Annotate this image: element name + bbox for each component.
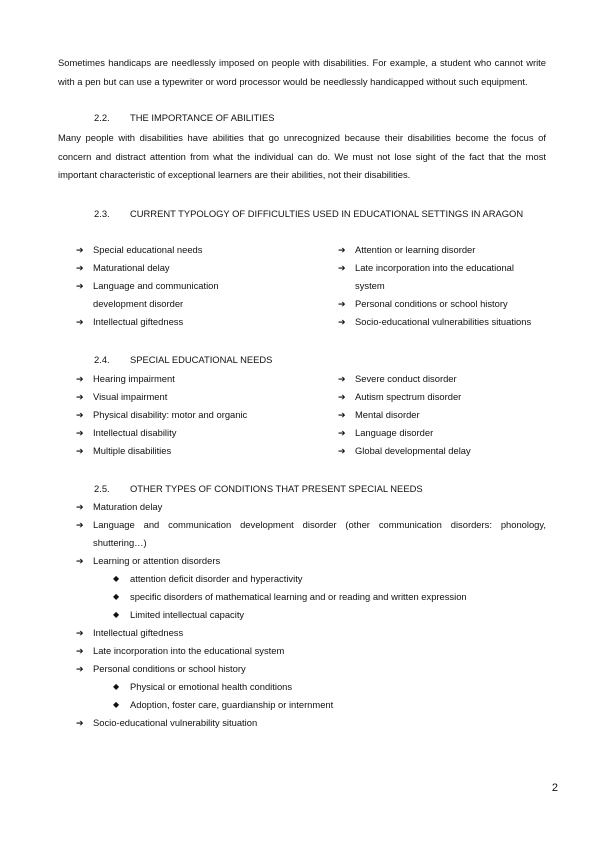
diamond-bullet-icon: ◆ (113, 682, 120, 691)
arrow-bullet-icon: ➔ (338, 299, 346, 309)
intro-paragraph: Sometimes handicaps are needlessly imposed on people with disabilities. For example, a student who cannot write with a pen but can use a typewriter or word processor would be needlessly handicapped without such equipment. (58, 57, 546, 87)
arrow-bullet-icon: ➔ (76, 664, 84, 674)
section-title: SPECIAL EDUCATIONAL NEEDS (130, 354, 273, 365)
diamond-bullet-icon: ◆ (113, 592, 120, 601)
arrow-bullet-icon: ➔ (76, 556, 84, 566)
arrow-bullet-icon: ➔ (338, 446, 346, 456)
arrow-bullet-icon: ➔ (338, 428, 346, 438)
arrow-bullet-icon: ➔ (76, 281, 84, 291)
section-title: OTHER TYPES OF CONDITIONS THAT PRESENT SPECIAL NEEDS (130, 483, 423, 494)
section-2-2-heading (94, 109, 494, 127)
arrow-bullet-icon: ➔ (76, 374, 84, 384)
arrow-bullet-icon: ➔ (76, 646, 84, 656)
arrow-bullet-icon: ➔ (76, 245, 84, 255)
arrow-bullet-icon: ➔ (338, 410, 346, 420)
section-title: THE IMPORTANCE OF ABILITIES (130, 112, 275, 123)
section-2-5-heading (94, 480, 514, 498)
arrow-bullet-icon: ➔ (76, 628, 84, 638)
arrow-bullet-icon: ➔ (76, 520, 84, 530)
section-number: 2.3. (94, 208, 110, 219)
document-page: Sometimes handicaps are needlessly imposed on people with disabilities. For example, a student who cannot write with a pen but can use a typewriter or word processor would be needlessly handicapped without such equipment. 2.2. THE IMPORTANCE OF ABILITIES Many people with disabilities have abilities that go unrecognized because their disabilities become the focus of concern and distract attention from what the individual can do. We must not lose sight of the fact that the most important characteristic of exceptional learners are their abilities, not their disabilities. 2.3. CURRENT TYPOLOGY OF DIFFICULTIES USED IN EDUCATIONAL SETTINGS IN ARAGON ➔ Special educational needs ➔ Maturational delay ➔ Language and communication development disorder ➔ Intellectual giftedness ➔ Attention or learning disorder ➔ Late incorporation into the educational system ➔ Personal conditions or school history ➔ Socio-educational vulnerabilities situations 2.4. SPECIAL EDUCATIONAL NEEDS ➔ Hearing impairment ➔ Visual impairment ➔ Physical disability: motor and organic ➔ Intellectual disability ➔ Multiple disabilities ➔ Severe conduct disorder ➔ Autism spectrum disorder ➔ Mental disorder ➔ Language disorder ➔ Global developmental delay 2.5. OTHER TYPES OF CONDITIONS THAT PRESENT SPECIAL NEEDS ➔ Maturation delay ➔ Language and communication development disorder (other communication disorders: phonology, shuttering…) ➔ Learning or attention disorders ◆ attention deficit disorder and hyperactivity ◆ specific disorders of mathematical learning and or reading and written expression ◆ Limited intellectual capacity ➔ Intellectual giftedness ➔ Late incorporation into the educational system ➔ Personal conditions or school history ◆ Physical or emotional health conditions ◆ Adoption, foster care, guardianship or internment ➔ Socio-educational vulnerability situation 2 (0, 0, 600, 848)
arrow-bullet-icon: ➔ (76, 502, 84, 512)
arrow-bullet-icon: ➔ (338, 317, 346, 327)
section-number: 2.2. (94, 112, 110, 123)
arrow-bullet-icon: ➔ (76, 263, 84, 273)
arrow-bullet-icon: ➔ (76, 410, 84, 420)
arrow-bullet-icon: ➔ (338, 374, 346, 384)
page-number: 2 (551, 782, 558, 794)
section-number: 2.5. (94, 483, 110, 494)
section-number: 2.4. (94, 354, 110, 365)
diamond-bullet-icon: ◆ (113, 610, 120, 619)
arrow-bullet-icon: ➔ (76, 446, 84, 456)
diamond-bullet-icon: ◆ (113, 700, 120, 709)
diamond-bullet-icon: ◆ (113, 574, 120, 583)
arrow-bullet-icon: ➔ (338, 245, 346, 255)
section-title: CURRENT TYPOLOGY OF DIFFICULTIES USED IN EDUCATIONAL SETTINGS IN ARAGON (130, 208, 524, 219)
arrow-bullet-icon: ➔ (76, 317, 84, 327)
arrow-bullet-icon: ➔ (76, 392, 84, 402)
arrow-bullet-icon: ➔ (76, 718, 84, 728)
arrow-bullet-icon: ➔ (338, 263, 346, 273)
section-2-4-heading (94, 351, 494, 369)
arrow-bullet-icon: ➔ (338, 392, 346, 402)
section-2-2-paragraph: Many people with disabilities have abilities that go unrecognized because their disabilities become the focus of concern and distract attention from what the individual can do. We must not lose sight of the fact that the most important characteristic of exceptional learners are their abilities, not their disabilities. (58, 132, 546, 181)
arrow-bullet-icon: ➔ (76, 428, 84, 438)
section-2-3-heading (94, 205, 554, 243)
